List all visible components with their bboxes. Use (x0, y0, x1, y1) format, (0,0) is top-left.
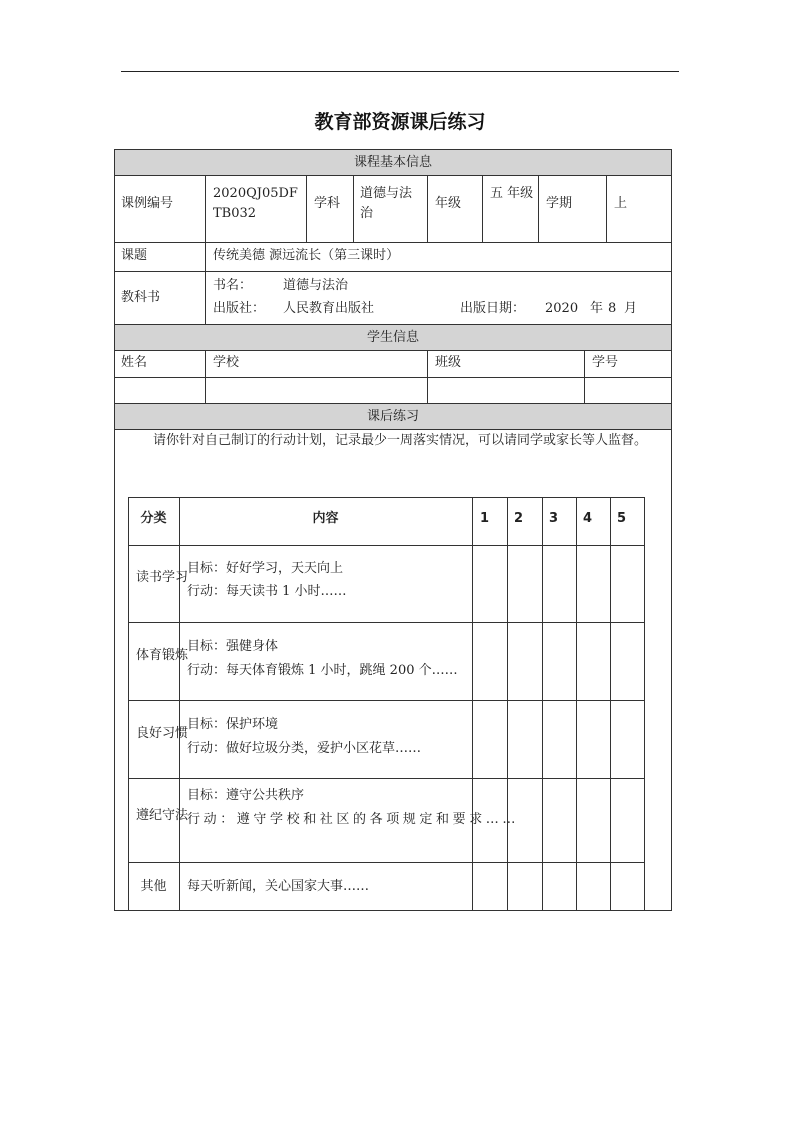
class-label: 班级 (435, 355, 462, 370)
instruction-text: 请你针对自己制订的行动计划，记录最少一周落实情况，可以请同学或家长等人监督。 (153, 433, 648, 448)
content-line: 目标：好好学习，天天向上 (187, 561, 344, 576)
header-day-4: 4 (583, 511, 593, 526)
header-content: 内容 (312, 511, 339, 526)
section-student-info: 学生信息 (114, 324, 672, 351)
topic-label: 课题 (121, 248, 148, 263)
term-label: 学期 (546, 196, 573, 211)
case-no-value: 2020QJ05DFTB032 (213, 186, 298, 221)
subject-value: 道德与法治 (360, 186, 413, 221)
pub-date-label: 出版日期： (460, 301, 526, 316)
content-line: 行动：遵守学校和社区的各项规定和要求…… (187, 812, 520, 827)
pub-date-year: 2020 (545, 301, 579, 316)
pub-date-month: 8 (608, 301, 617, 316)
pub-date-year-unit: 年 (590, 301, 604, 316)
section-course-info: 课程基本信息 (114, 149, 672, 176)
header-day-2: 2 (514, 511, 524, 526)
publisher-label: 出版社： (213, 301, 266, 316)
category-cell: 体育锻炼 (136, 648, 189, 663)
name-label: 姓名 (121, 355, 148, 370)
content-line: 行动：每天读书 1 小时…… (187, 584, 347, 599)
category-cell: 良好习惯 (136, 726, 189, 741)
category-cell: 其他 (140, 879, 167, 894)
grade-value: 五 年级 (490, 186, 534, 201)
grade-label: 年级 (435, 196, 462, 211)
topic-value: 传统美德 源远流长（第三课时） (213, 248, 400, 263)
content-line: 行动：做好垃圾分类，爱护小区花草…… (187, 741, 422, 756)
header-day-1: 1 (480, 511, 490, 526)
student-id-label: 学号 (592, 355, 619, 370)
content-line: 行动：每天体育锻炼 1 小时，跳绳 200 个…… (187, 663, 458, 678)
book-name-value: 道德与法治 (283, 278, 349, 293)
content-line: 目标：保护环境 (187, 717, 279, 732)
header-day-5: 5 (617, 511, 627, 526)
content-line: 每天听新闻，关心国家大事…… (187, 879, 370, 894)
book-name-label: 书名： (213, 278, 253, 293)
case-no-label: 课例编号 (121, 196, 174, 211)
section-exercise: 课后练习 (114, 403, 672, 430)
term-value: 上 (614, 196, 628, 211)
subject-label: 学科 (314, 196, 341, 211)
publisher-value: 人民教育出版社 (283, 301, 375, 316)
school-label: 学校 (213, 355, 240, 370)
pub-date-month-unit: 月 (624, 301, 638, 316)
category-cell: 读书学习 (136, 570, 189, 585)
header-rule (121, 71, 679, 72)
textbook-label: 教科书 (121, 290, 161, 305)
content-line: 目标：强健身体 (187, 639, 279, 654)
header-day-3: 3 (549, 511, 559, 526)
page-title: 教育部资源课后练习 (314, 111, 486, 133)
content-line: 目标：遵守公共秩序 (187, 788, 305, 803)
header-category: 分类 (140, 511, 167, 526)
category-cell: 遵纪守法 (136, 808, 189, 823)
